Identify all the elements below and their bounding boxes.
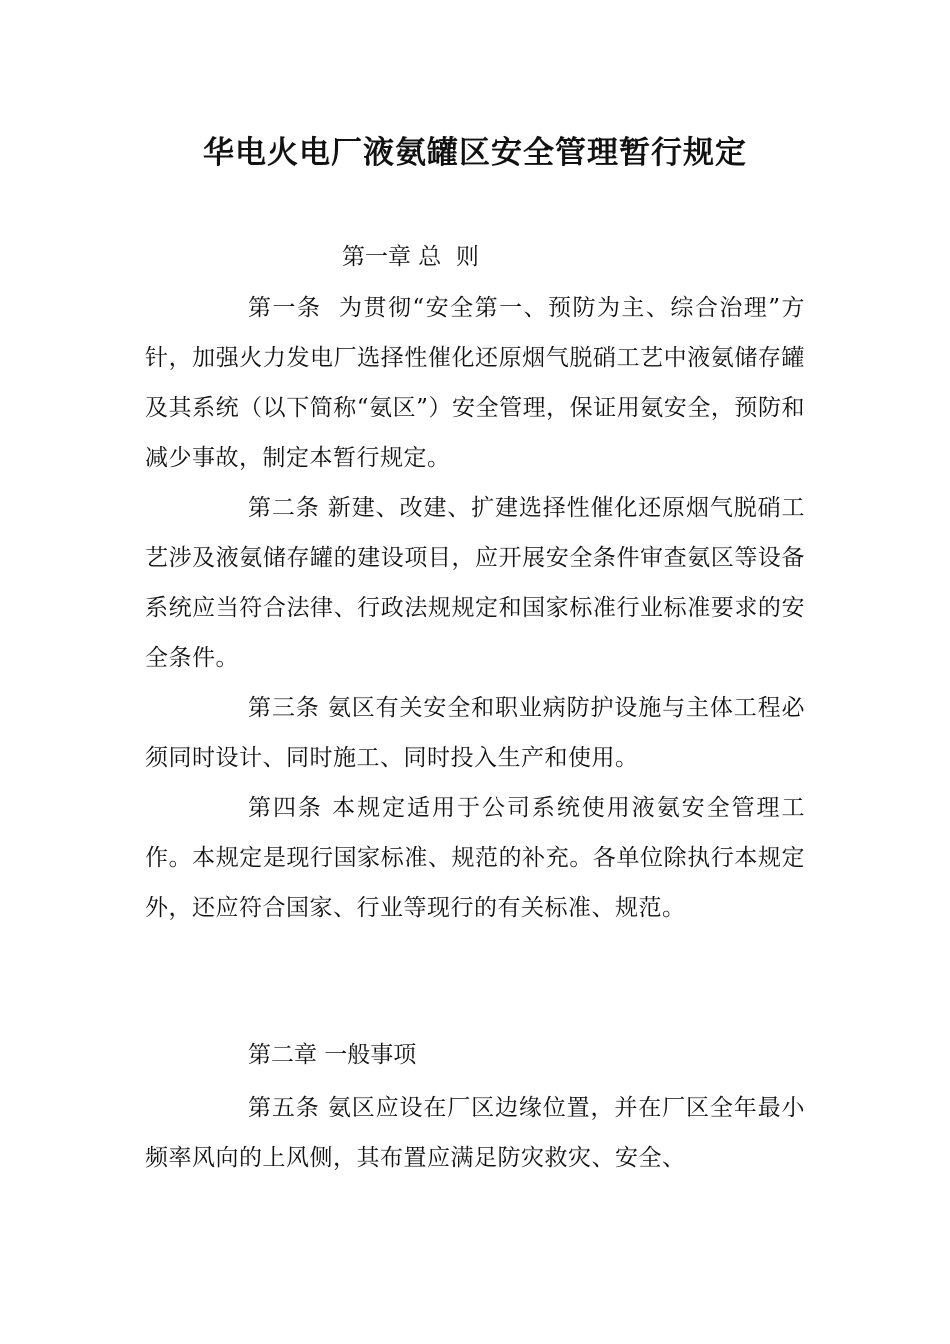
article-1 bbox=[145, 283, 805, 483]
article-label: 第三条 bbox=[248, 695, 328, 721]
article-label: 第四条 bbox=[248, 795, 333, 821]
article-4 bbox=[145, 783, 805, 933]
article-text: 氨区有关安全和职业病防护设施与主体工程必须同时设计、同时施工、同时投入生产和使用。 bbox=[145, 695, 806, 771]
article-2 bbox=[145, 483, 805, 683]
article-label: 第二条 bbox=[248, 495, 328, 521]
article-text: 氨区应设在厂区边缘位置，并在厂区全年最小频率风向的上风侧，其布置应满足防灾救灾、安全、 bbox=[145, 1095, 806, 1171]
article-5 bbox=[145, 1083, 805, 1183]
document-title: 华电火电厂液氨罐区安全管理暂行规定 bbox=[203, 135, 747, 171]
article-label: 第五条 bbox=[248, 1095, 328, 1121]
chapter-heading-1: 第一章 总 则 bbox=[342, 244, 479, 270]
article-text: 为贯彻“安全第一、预防为主、综合治理”方针，加强火力发电厂选择性催化还原烟气脱硝工艺中液氨储存罐及其系统（以下简称“氨区”）安全管理，保证用氨安全，预防和减少事故，制定本暂行规定。 bbox=[145, 295, 805, 471]
chapter-heading-2: 第二章 一般事项 bbox=[248, 1042, 417, 1068]
article-label: 第一条 bbox=[248, 295, 339, 321]
article-3 bbox=[145, 683, 805, 783]
article-text: 本规定适用于公司系统使用液氨安全管理工作。本规定是现行国家标准、规范的补充。各单位除执行本规定外，还应符合国家、行业等现行的有关标准、规范。 bbox=[145, 795, 806, 921]
article-text: 新建、改建、扩建选择性催化还原烟气脱硝工艺涉及液氨储存罐的建设项目，应开展安全条件审查氨区等设备系统应当符合法律、行政法规规定和国家标准行业标准要求的安全条件。 bbox=[145, 495, 806, 671]
